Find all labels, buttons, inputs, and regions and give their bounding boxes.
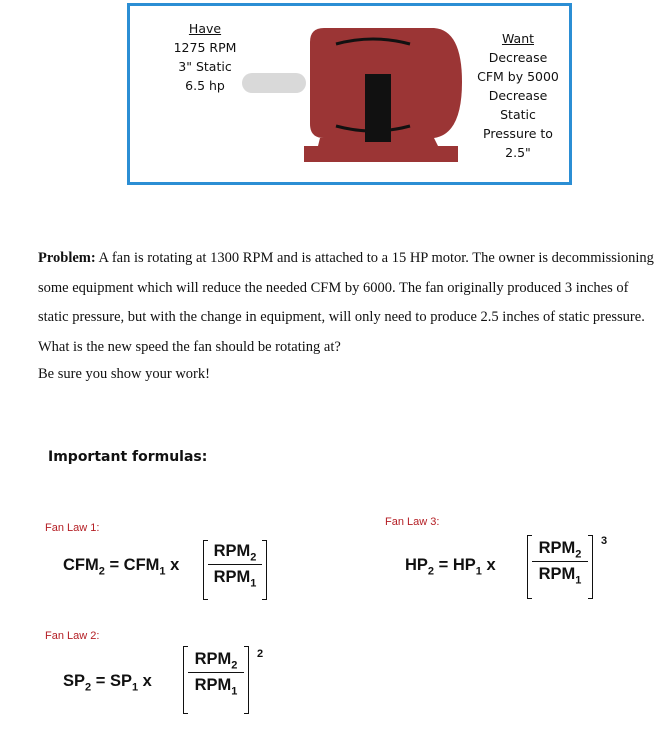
have-title: Have	[188, 21, 222, 36]
fan-motor-icon	[238, 22, 468, 168]
problem-label: Problem:	[38, 250, 96, 266]
fan-law-2-lhs: $SP_2 = SP_1$ x	[63, 672, 152, 694]
problem-statement	[38, 244, 658, 362]
formulas-heading: Important formulas:	[48, 449, 208, 465]
want-line-5: Pressure to	[483, 126, 553, 141]
fan-law-3-exponent: 3	[601, 535, 608, 547]
fan-law-2-exponent: 2	[257, 648, 264, 660]
fan-law-3-fraction: $RPM_2$ $RPM_1$	[530, 537, 590, 586]
fan-law-3-bracket-right	[588, 535, 593, 599]
fan-law-3-label: Fan Law 3:	[385, 516, 440, 528]
want-line-1: Decrease	[488, 50, 548, 65]
want-block	[475, 29, 561, 162]
fan-law-2-bracket-right	[244, 646, 249, 714]
have-static: 3" Static	[178, 59, 232, 74]
want-line-2: CFM by 5000	[477, 69, 559, 84]
problem-text: A fan is rotating at 1300 RPM and is attached to a 15 HP motor. The owner is decommissioning some equipment which will reduce the needed CFM by 6000. The fan originally produced 3 inches of static pressure, but with the change in equipment, will only need to produce 2.5 inches of static pressure. What is the new speed the fan should be rotating at?	[38, 250, 654, 355]
fan-law-1-fraction: $RPM_2$ $RPM_1$	[206, 540, 264, 589]
want-line-6: 2.5"	[505, 145, 531, 160]
have-block	[165, 19, 245, 95]
fan-law-2-label: Fan Law 2:	[45, 630, 100, 642]
instruction-text: Be sure you show your work!	[38, 366, 210, 382]
fan-law-1-bracket-right	[262, 540, 267, 600]
fan-law-1-lhs: $CFM_2 = CFM_1$ x	[63, 556, 180, 578]
want-line-3: Decrease	[488, 88, 548, 103]
have-rpm: 1275 RPM	[173, 40, 237, 55]
want-title: Want	[501, 31, 535, 46]
fan-law-2-fraction: $RPM_2$ $RPM_1$	[186, 648, 246, 697]
want-line-4: Static	[500, 107, 536, 122]
have-hp: 6.5 hp	[185, 78, 225, 93]
fan-law-1-label: Fan Law 1:	[45, 522, 100, 534]
fan-law-3-lhs: $HP_2 = HP_1$ x	[405, 556, 496, 578]
